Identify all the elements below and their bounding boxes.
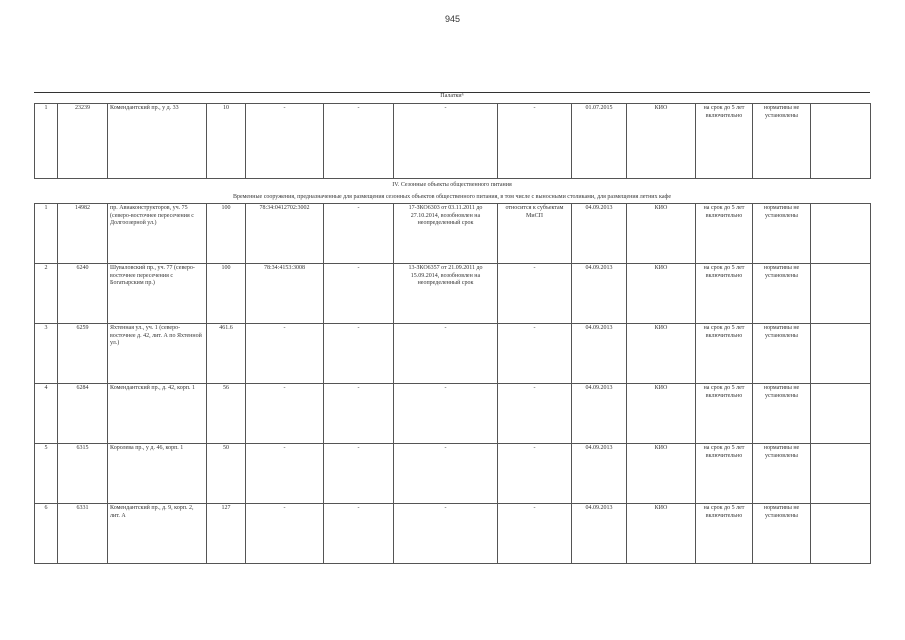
section-heading-tents: Палатки⁶ <box>440 93 464 99</box>
row-number: 1 <box>35 204 58 264</box>
object-address: Комендантский пр., д. 42, корп. 1 <box>108 384 207 444</box>
extra-column <box>811 324 871 384</box>
norms-status: нормативы не установлены <box>753 504 811 564</box>
row-number: 1 <box>35 104 58 179</box>
authority: КИО <box>627 384 696 444</box>
lease-contract: - <box>394 504 498 564</box>
object-id: 6315 <box>58 444 108 504</box>
column-6: - <box>324 324 394 384</box>
business-subject: относится к субъектам МиСП <box>498 204 572 264</box>
object-id: 23239 <box>58 104 108 179</box>
table-row <box>35 444 871 504</box>
authority: КИО <box>627 324 696 384</box>
column-6: - <box>324 104 394 179</box>
object-address: Комендантский пр., д. 9, корп. 2, лит. А <box>108 504 207 564</box>
authority: КИО <box>627 504 696 564</box>
authority: КИО <box>627 264 696 324</box>
object-id: 6331 <box>58 504 108 564</box>
lease-contract: - <box>394 384 498 444</box>
object-area: 461.6 <box>207 324 246 384</box>
business-subject: - <box>498 384 572 444</box>
inclusion-date: 04.09.2013 <box>572 384 627 444</box>
business-subject: - <box>498 264 572 324</box>
cadastre-number: - <box>246 324 324 384</box>
norms-status: нормативы не установлены <box>753 324 811 384</box>
norms-status: нормативы не установлены <box>753 264 811 324</box>
business-subject: - <box>498 504 572 564</box>
inclusion-date: 04.09.2013 <box>572 264 627 324</box>
tents-table <box>34 103 871 179</box>
object-id: 6259 <box>58 324 108 384</box>
object-address: Королева пр., у д. 46, корп. 1 <box>108 444 207 504</box>
cadastre-number: 78:34:0412702:3002 <box>246 204 324 264</box>
cadastre-number: - <box>246 504 324 564</box>
placement-term: на срок до 5 лет включительно <box>696 324 753 384</box>
business-subject: - <box>498 104 572 179</box>
page-number: 945 <box>444 14 461 24</box>
extra-column <box>811 444 871 504</box>
placement-term: на срок до 5 лет включительно <box>696 504 753 564</box>
lease-contract: - <box>394 104 498 179</box>
extra-column <box>811 504 871 564</box>
inclusion-date: 04.09.2013 <box>572 504 627 564</box>
extra-column <box>811 204 871 264</box>
inclusion-date: 04.09.2013 <box>572 204 627 264</box>
placement-term: на срок до 5 лет включительно <box>696 444 753 504</box>
lease-contract: 13-ЗКО6357 от 21.09.2011 до 15.09.2014, возобновлен на неопределенный срок <box>394 264 498 324</box>
object-id: 6284 <box>58 384 108 444</box>
lease-contract: - <box>394 324 498 384</box>
object-id: 14982 <box>58 204 108 264</box>
placement-term: на срок до 5 лет включительно <box>696 384 753 444</box>
section-subheading-seasonal: Временные сооружения, предназначенные для размещения сезонных объектов общественного питания, в том числе с выносными столиками, для размещения летних кафе <box>232 194 672 200</box>
row-number: 2 <box>35 264 58 324</box>
authority: КИО <box>627 444 696 504</box>
section-heading-seasonal: IV. Сезонные объекты общественного питания <box>392 182 512 188</box>
object-area: 127 <box>207 504 246 564</box>
lease-contract: 17-ЗКО6303 от 03.11.2011 до 27.10.2014, возобновлен на неопределенный срок <box>394 204 498 264</box>
authority: КИО <box>627 104 696 179</box>
row-number: 3 <box>35 324 58 384</box>
inclusion-date: 04.09.2013 <box>572 444 627 504</box>
row-number: 4 <box>35 384 58 444</box>
extra-column <box>811 104 871 179</box>
extra-column <box>811 384 871 444</box>
column-6: - <box>324 504 394 564</box>
placement-term: на срок до 5 лет включительно <box>696 104 753 179</box>
norms-status: нормативы не установлены <box>753 204 811 264</box>
object-address: Шуваловский пр., уч. 77 (северо-восточнее пересечения с Богатырским пр.) <box>108 264 207 324</box>
table-row <box>35 504 871 564</box>
object-area: 10 <box>207 104 246 179</box>
cadastre-number: - <box>246 444 324 504</box>
table-row <box>35 204 871 264</box>
business-subject: - <box>498 324 572 384</box>
table-row <box>35 324 871 384</box>
table-row <box>35 264 871 324</box>
extra-column <box>811 264 871 324</box>
object-id: 6240 <box>58 264 108 324</box>
table-row <box>35 104 871 179</box>
inclusion-date: 04.09.2013 <box>572 324 627 384</box>
seasonal-table <box>34 203 871 564</box>
norms-status: нормативы не установлены <box>753 104 811 179</box>
column-6: - <box>324 204 394 264</box>
row-number: 6 <box>35 504 58 564</box>
object-area: 56 <box>207 384 246 444</box>
lease-contract: - <box>394 444 498 504</box>
object-area: 50 <box>207 444 246 504</box>
object-area: 100 <box>207 204 246 264</box>
placement-term: на срок до 5 лет включительно <box>696 204 753 264</box>
object-address: пр. Авиаконструкторов, уч. 75 (северо-восточнее пересечения с Долгоозерной ул.) <box>108 204 207 264</box>
cadastre-number: - <box>246 104 324 179</box>
object-area: 100 <box>207 264 246 324</box>
inclusion-date: 01.07.2015 <box>572 104 627 179</box>
cadastre-number: 78:34:4153:3008 <box>246 264 324 324</box>
column-6: - <box>324 264 394 324</box>
placement-term: на срок до 5 лет включительно <box>696 264 753 324</box>
norms-status: нормативы не установлены <box>753 384 811 444</box>
norms-status: нормативы не установлены <box>753 444 811 504</box>
row-number: 5 <box>35 444 58 504</box>
object-address: Яхтенная ул., уч. 1 (северо-восточнее д. 42, лит. А по Яхтенной ул.) <box>108 324 207 384</box>
column-6: - <box>324 384 394 444</box>
object-address: Комендантский пр., у д. 33 <box>108 104 207 179</box>
authority: КИО <box>627 204 696 264</box>
column-6: - <box>324 444 394 504</box>
business-subject: - <box>498 444 572 504</box>
table-row <box>35 384 871 444</box>
cadastre-number: - <box>246 384 324 444</box>
